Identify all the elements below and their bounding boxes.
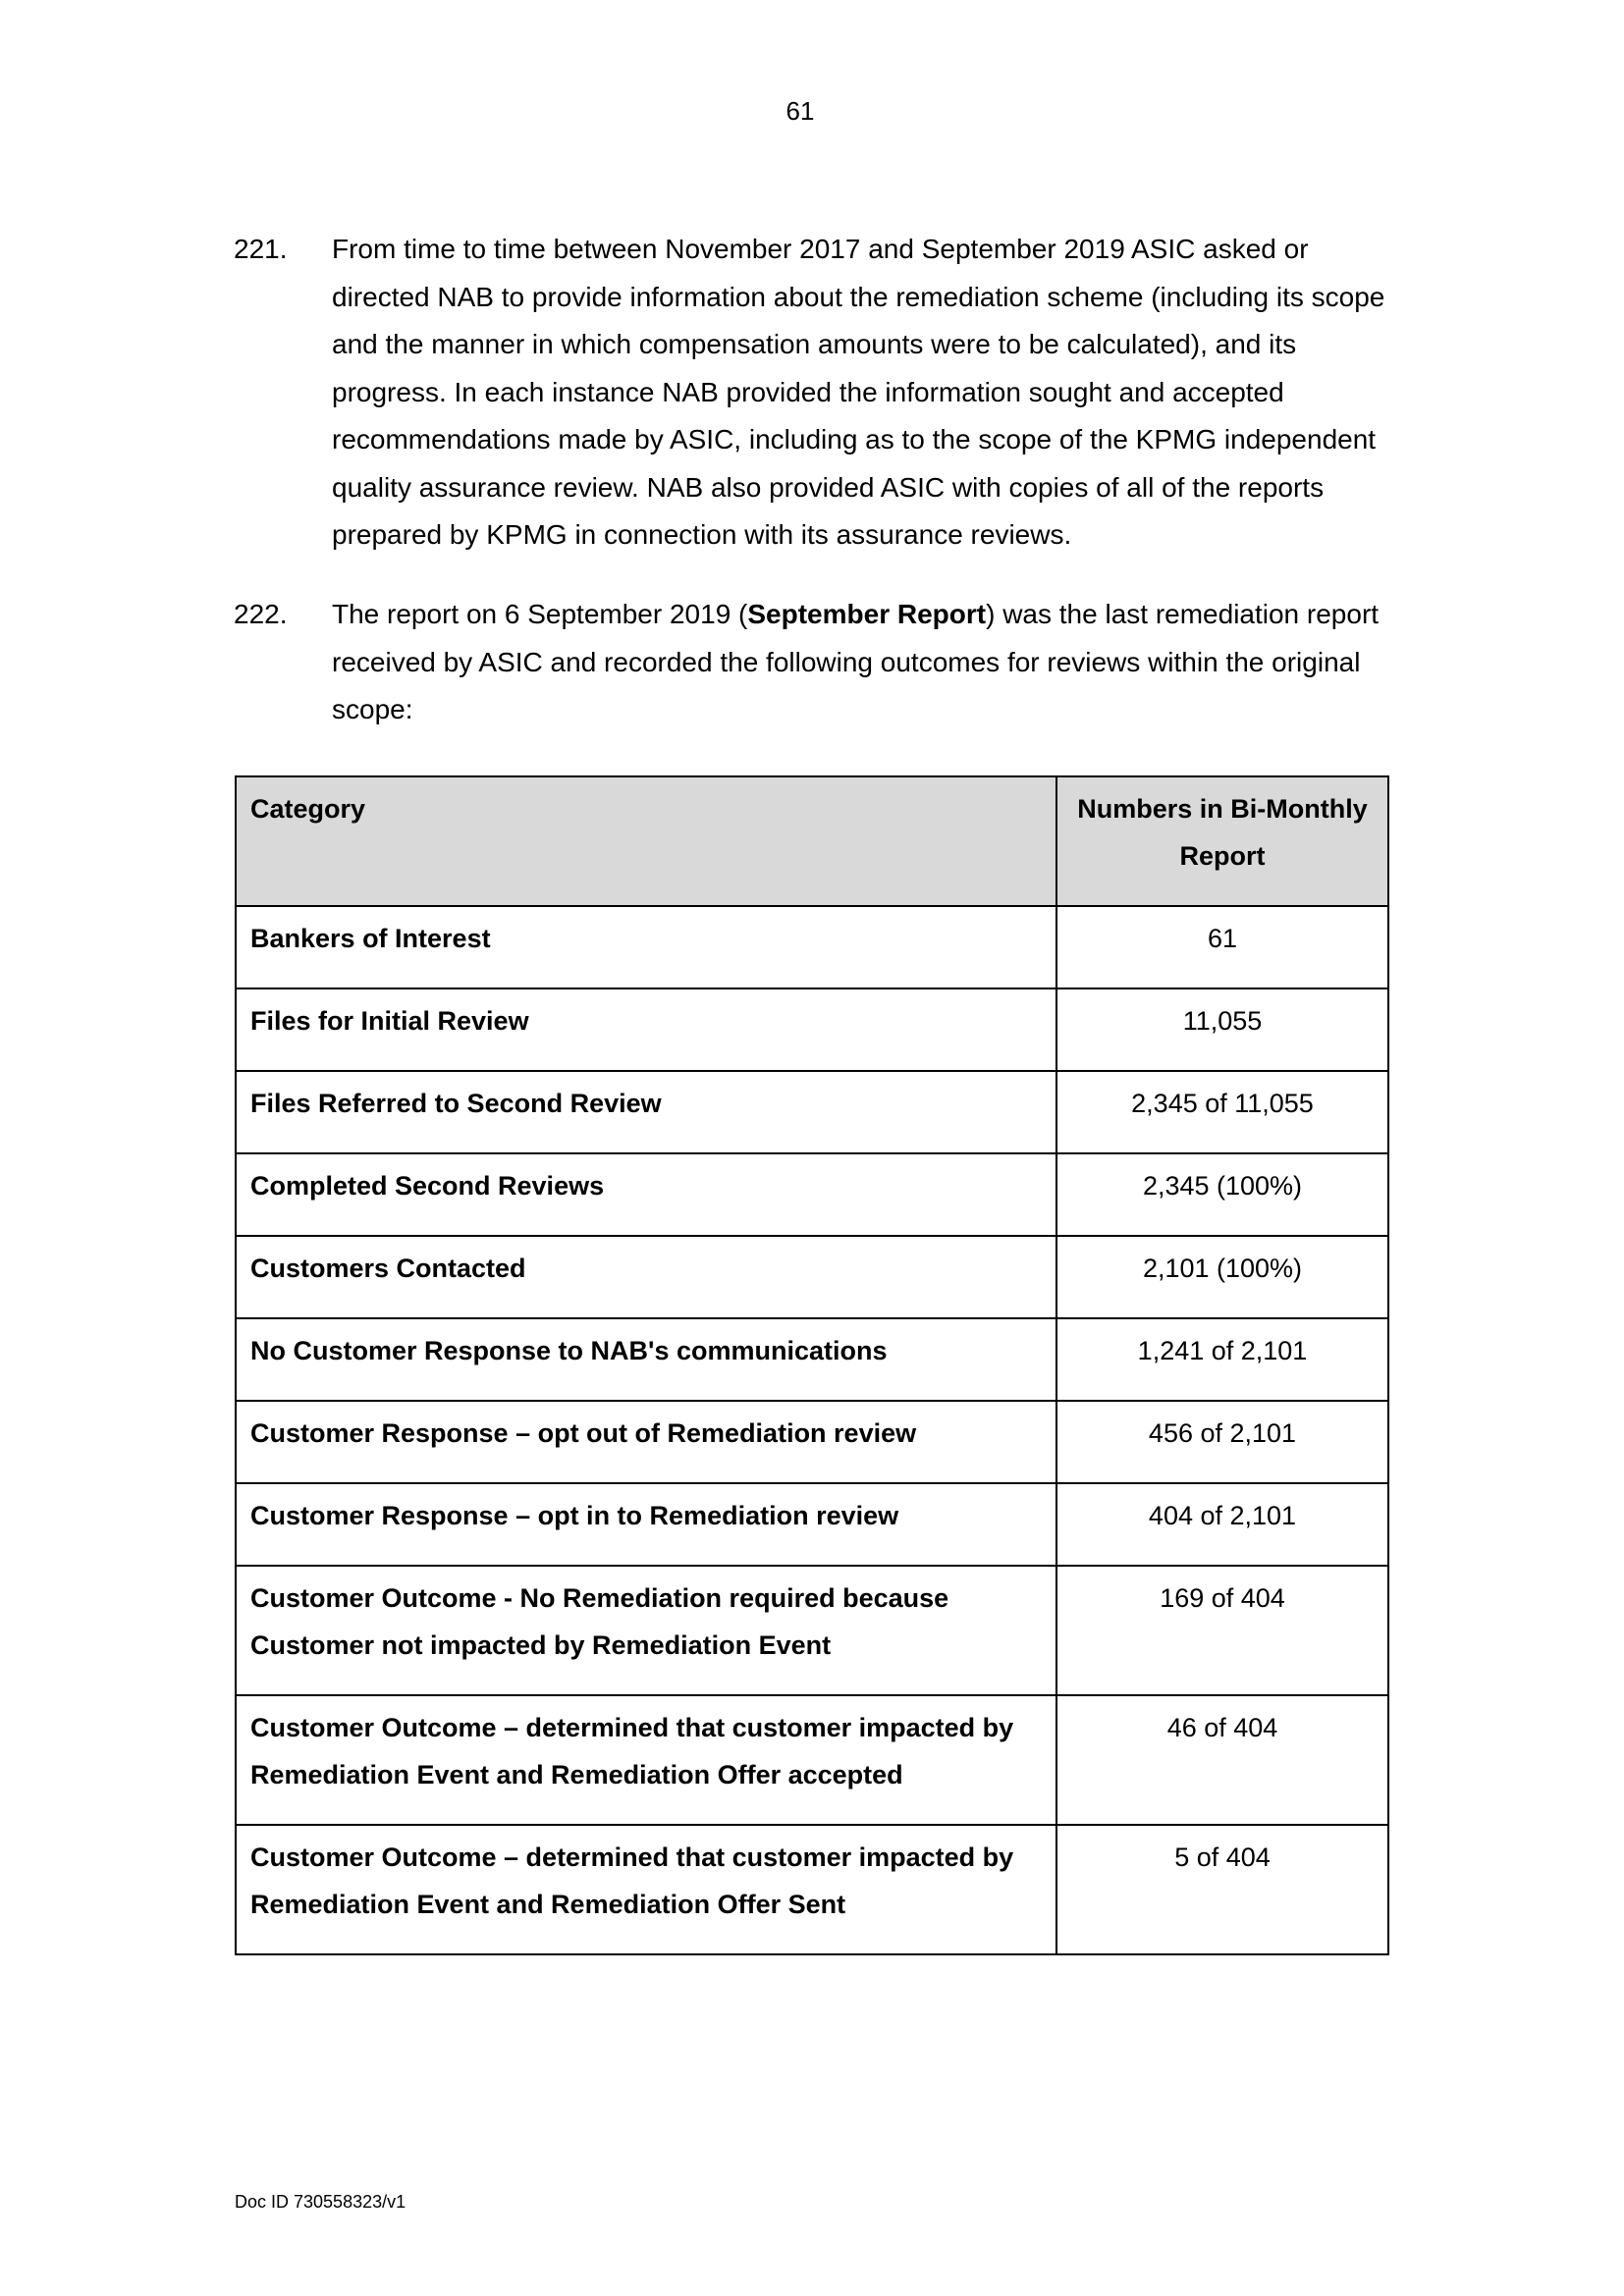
row-value: 11,055 (1056, 988, 1388, 1071)
table-row (236, 906, 1388, 988)
row-category: Files for Initial Review (236, 988, 1056, 1071)
row-value: 2,345 of 11,055 (1056, 1071, 1388, 1153)
row-value: 5 of 404 (1056, 1825, 1388, 1954)
header-numbers: Numbers in Bi-Monthly Report (1056, 776, 1388, 906)
row-category: No Customer Response to NAB's communications (236, 1318, 1056, 1401)
row-value: 404 of 2,101 (1056, 1483, 1388, 1566)
paragraph-text (332, 591, 1392, 734)
doc-id-footer: Doc ID 730558323/v1 (235, 2192, 406, 2212)
page-number: 61 (785, 96, 815, 126)
paragraph-221 (234, 226, 1392, 560)
paragraph-222 (234, 591, 1392, 734)
row-value: 2,101 (100%) (1056, 1236, 1388, 1318)
row-category: Completed Second Reviews (236, 1153, 1056, 1236)
row-category: Files Referred to Second Review (236, 1071, 1056, 1153)
row-value: 456 of 2,101 (1056, 1401, 1388, 1483)
row-category: Customer Outcome – determined that customer impacted by Remediation Event and Remediation Offer accepted (236, 1695, 1056, 1825)
table-row (236, 988, 1388, 1071)
paragraph-number: 221. (234, 234, 288, 264)
paragraph-number: 222. (234, 599, 288, 629)
row-category: Customer Outcome – determined that customer impacted by Remediation Event and Remediation Offer Sent (236, 1825, 1056, 1954)
defined-term-september-report: September Report (747, 599, 987, 629)
table-row (236, 1483, 1388, 1566)
row-category: Customer Response – opt in to Remediation review (236, 1483, 1056, 1566)
table-row (236, 1825, 1388, 1954)
table-row (236, 1318, 1388, 1401)
table-row (236, 1153, 1388, 1236)
paragraph-text-before: The report on 6 September 2019 ( (332, 599, 748, 629)
header-category: Category (236, 776, 1056, 906)
table-row (236, 1236, 1388, 1318)
row-category: Customers Contacted (236, 1236, 1056, 1318)
row-category: Customer Outcome - No Remediation required because Customer not impacted by Remediation Event (236, 1566, 1056, 1695)
row-value: 169 of 404 (1056, 1566, 1388, 1695)
paragraph-text-after: ) was the last remediation report received by ASIC and recorded the following outcomes for reviews within the original scope: (332, 599, 1380, 724)
row-value: 61 (1056, 906, 1388, 988)
row-value: 1,241 of 2,101 (1056, 1318, 1388, 1401)
table-row (236, 1695, 1388, 1825)
row-value: 46 of 404 (1056, 1695, 1388, 1825)
table-row (236, 1566, 1388, 1695)
table-header-row (236, 776, 1388, 906)
row-value: 2,345 (100%) (1056, 1153, 1388, 1236)
row-category: Bankers of Interest (236, 906, 1056, 988)
outcomes-table (235, 775, 1389, 1955)
table-row (236, 1071, 1388, 1153)
row-category: Customer Response – opt out of Remediation review (236, 1401, 1056, 1483)
paragraph-text: From time to time between November 2017 and September 2019 ASIC asked or directed NAB to provide information about the remediation scheme (including its scope and the manner in which compensation amounts were to be calculated), and its progress. In each instance NAB provided the information sought and accepted recommendations made by ASIC, including as to the scope of the KPMG independent quality assurance review. NAB also provided ASIC with copies of all of the reports prepared by KPMG in connection with its assurance reviews. (332, 234, 1385, 550)
table-row (236, 1401, 1388, 1483)
